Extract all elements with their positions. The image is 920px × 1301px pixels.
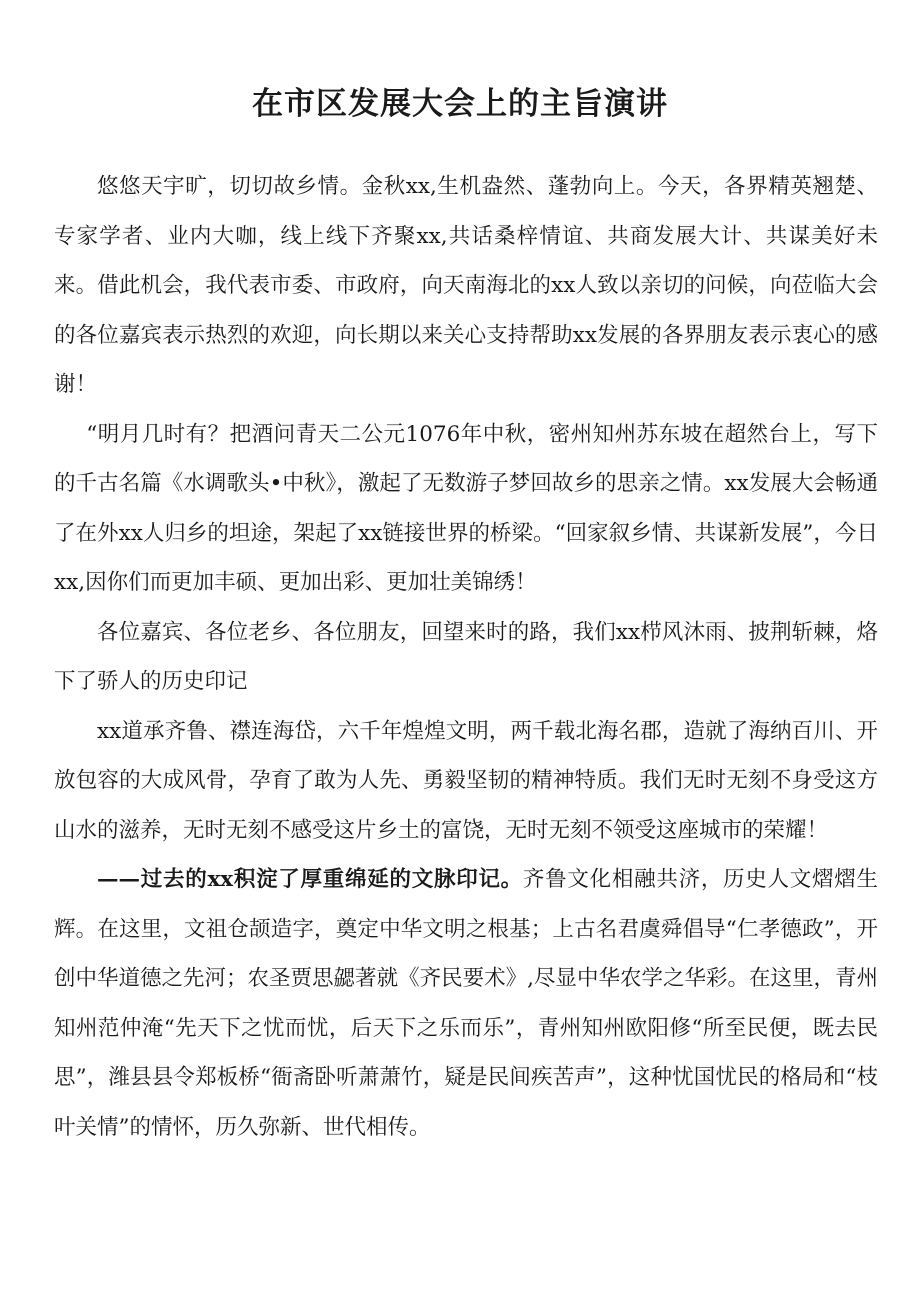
paragraph-welcome: 悠悠天宇旷，切切故乡情。金秋xx,生机盎然、蓬勃向上。今天，各界精英翘楚、专家学者、业内大咖，线上线下齐聚xx,共话桑梓情谊、共商发展大计、共谋美好未来。借此机会，我代表市委、市政府，向天南海北的xx人致以亲切的问候，向莅临大会的各位嘉宾表示热烈的欢迎，向长期以来关心支持帮助xx发展的各界朋友表示衷心的感谢！ bbox=[54, 174, 878, 397]
paragraph-heritage: xx道承齐鲁、襟连海岱，六千年煌煌文明，两千载北海名郡，造就了海纳百川、开放包容的大成风骨，孕育了敢为人先、勇毅坚韧的精神特质。我们无时无刻不身受这方山水的滋养，无时无刻不感受这片乡土的富饶，无时无刻不领受这座城市的荣耀！ bbox=[54, 718, 878, 843]
page-title: 在市区发展大会上的主旨演讲 bbox=[252, 86, 668, 122]
paragraph-cultural-legacy bbox=[54, 855, 878, 1152]
paragraph-greeting-review: 各位嘉宾、各位老乡、各位朋友，回望来时的路，我们xx栉风沐雨、披荆斩棘，烙下了骄人的历史印记 bbox=[54, 619, 878, 694]
paragraph-cultural-legacy-text: 齐鲁文化相融共济，历史人文熠熠生辉。在这里，文祖仓颉造字，奠定中华文明之根基；上古名君虞舜倡导“仁孝德政”，开创中华道德之先河；农圣贾思勰著就《齐民要术》,尽显中华农学之华彩。在这里，青州知州范仲淹“先天下之忧而忧，后天下之乐而乐”，青州知州欧阳修“所至民便，既去民思”，潍县县令郑板桥“衙斋卧听萧萧竹，疑是民间疾苦声”，这种忧国忧民的格局和“枝叶关情”的情怀，历久弥新、世代相传。 bbox=[54, 867, 878, 1140]
paragraph-lead-heading: ——过去的xx积淀了厚重绵延的文脉印记。 bbox=[97, 867, 523, 892]
document-body bbox=[54, 162, 878, 1152]
paragraph-moon-poem: “明月几时有？把酒问青天二公元1076年中秋，密州知州苏东坡在超然台上，写下的千古名篇《水调歌头•中秋》，激起了无数游子梦回故乡的思亲之情。xx发展大会畅通了在外xx人归乡的坦途，架起了xx链接世界的桥梁。“回家叙乡情、共谋新发展”，今日xx,因你们而更加丰硕、更加出彩、更加壮美锦绣！ bbox=[54, 421, 878, 595]
